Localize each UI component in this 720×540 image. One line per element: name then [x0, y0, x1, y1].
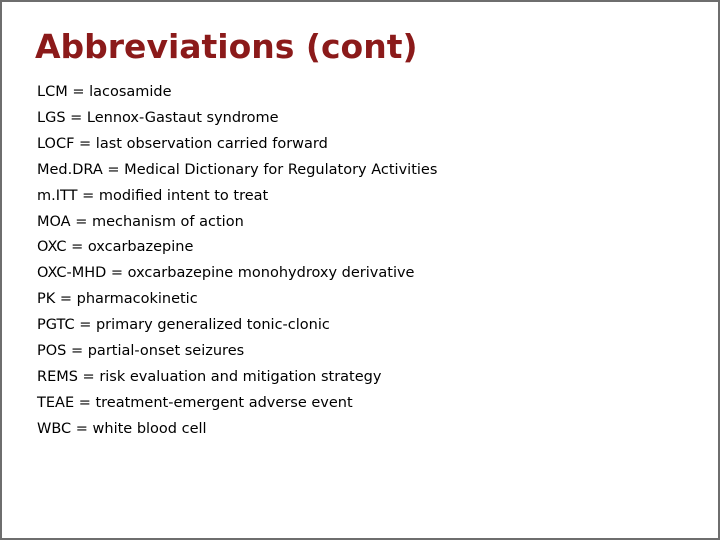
abbreviation-item: OXC-MHD = oxcarbazepine monohydroxy derivative [37, 265, 415, 282]
abbreviation-item: LOCF = last observation carried forward [37, 135, 328, 152]
abbreviation-item: OXC = oxcarbazepine [37, 239, 194, 256]
abbreviation-item: REMS = risk evaluation and mitigation strategy [37, 368, 382, 385]
abbreviation-item: WBC = white blood cell [37, 420, 207, 437]
abbreviation-item: PGTC = primary generalized tonic-clonic [37, 317, 330, 334]
abbreviation-list [37, 80, 437, 443]
abbreviation-item: LGS = Lennox-Gastaut syndrome [37, 109, 279, 126]
abbreviation-item: PK = pharmacokinetic [37, 291, 198, 308]
slide-title: Abbreviations (cont) [35, 27, 418, 66]
abbreviation-item: m.ITT = modified intent to treat [37, 187, 269, 204]
abbreviation-item: POS = partial-onset seizures [37, 343, 245, 360]
abbreviation-item: TEAE = treatment-emergent adverse event [37, 394, 353, 411]
abbreviation-item: MOA = mechanism of action [37, 213, 244, 230]
abbreviation-item: LCM = lacosamide [37, 84, 172, 100]
abbreviation-item: Med.DRA = Medical Dictionary for Regulatory Activities [37, 161, 438, 178]
